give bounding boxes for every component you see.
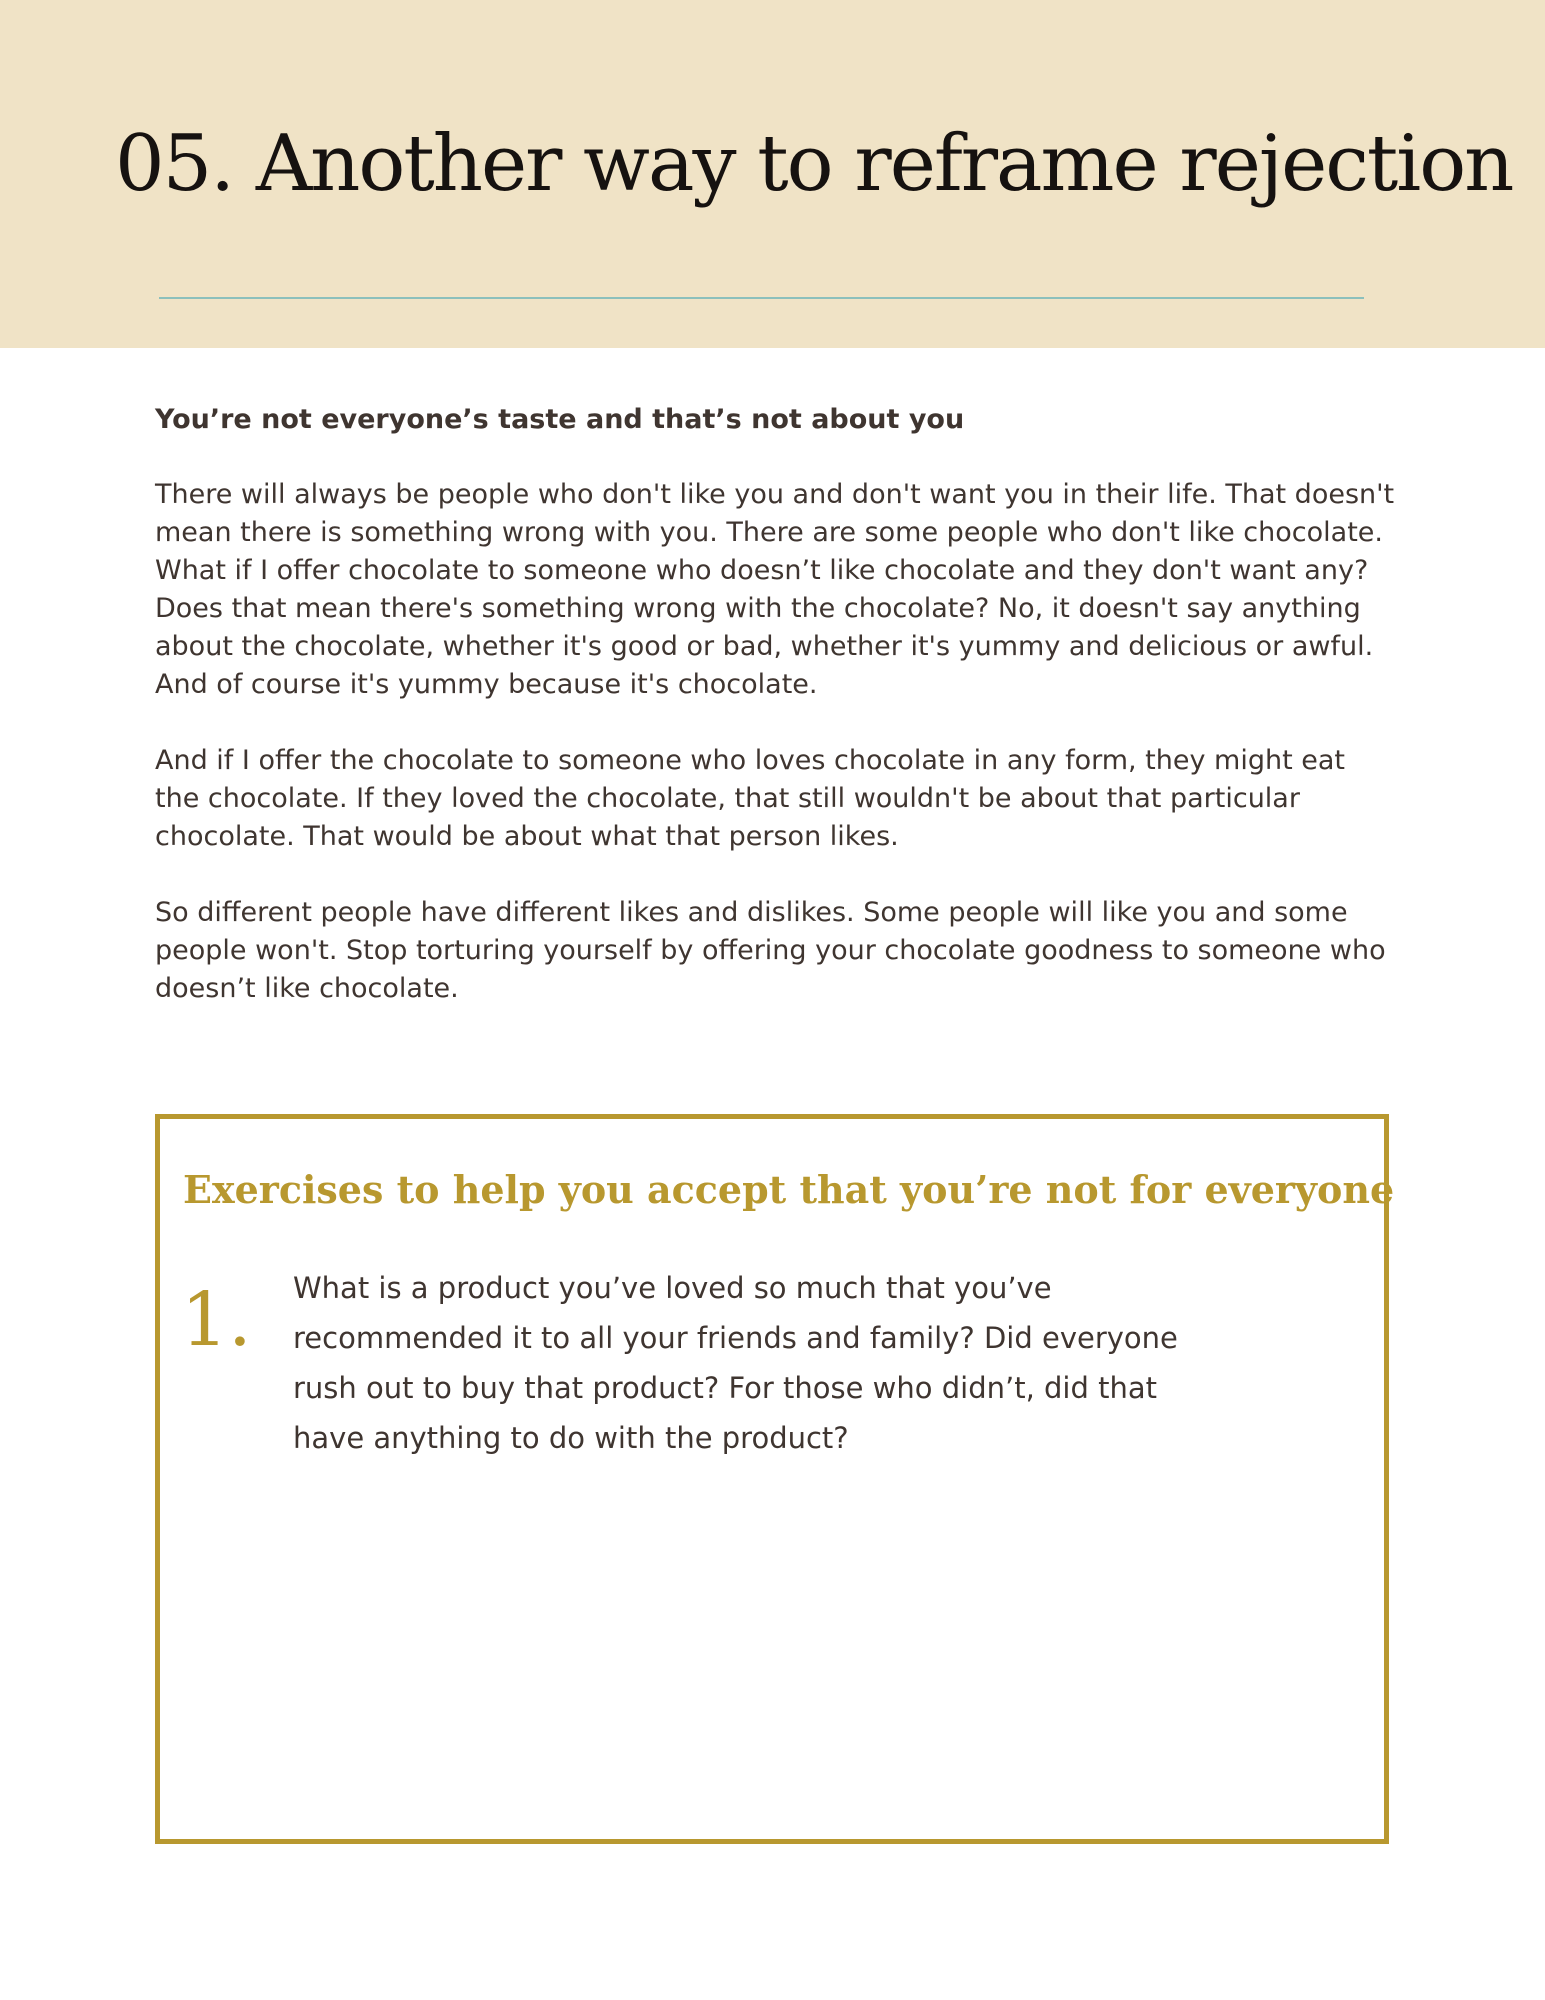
title-divider [159, 297, 1364, 299]
exercise-heading: Exercises to help you accept that you’re not for everyone [183, 1167, 1395, 1212]
body-paragraph: There will always be people who don't like you and don't want you in their life. That doesn't mean there is something wrong with you. There are some people who don't like chocolate. What if I offer chocolate to someone who doesn’t like chocolate and they don't want any? Does that mean there's something wrong with the chocolate? No, it doesn't say anything about the chocolate, whether it's good or bad, whether it's yummy and delicious or awful. And of course it's yummy because it's chocolate. [155, 479, 1395, 700]
exercise-number: 1. [181, 1277, 252, 1363]
exercise-box [155, 1114, 1395, 1844]
body-paragraph: And if I offer the chocolate to someone who loves chocolate in any form, they might eat the chocolate. If they loved the chocolate, that still wouldn't be about that particular chocolate. That would be about what that person likes. [155, 745, 1346, 852]
exercise-question: What is a product you’ve loved so much that you’ve recommended it to all your friends and family? Did everyone rush out to buy that product? For those who didn’t, did that have anything to do with the product? [293, 1271, 1178, 1455]
page-title: 05. Another way to reframe rejection [115, 119, 1513, 209]
body-paragraph: So different people have different likes and dislikes. Some people will like you and some people won't. Stop torturing yourself by offering your chocolate goodness to someone who doesn’t like chocolate. [155, 897, 1386, 1004]
section-subheading: You’re not everyone’s taste and that’s not about you [155, 404, 965, 435]
main-content [155, 398, 1395, 1046]
